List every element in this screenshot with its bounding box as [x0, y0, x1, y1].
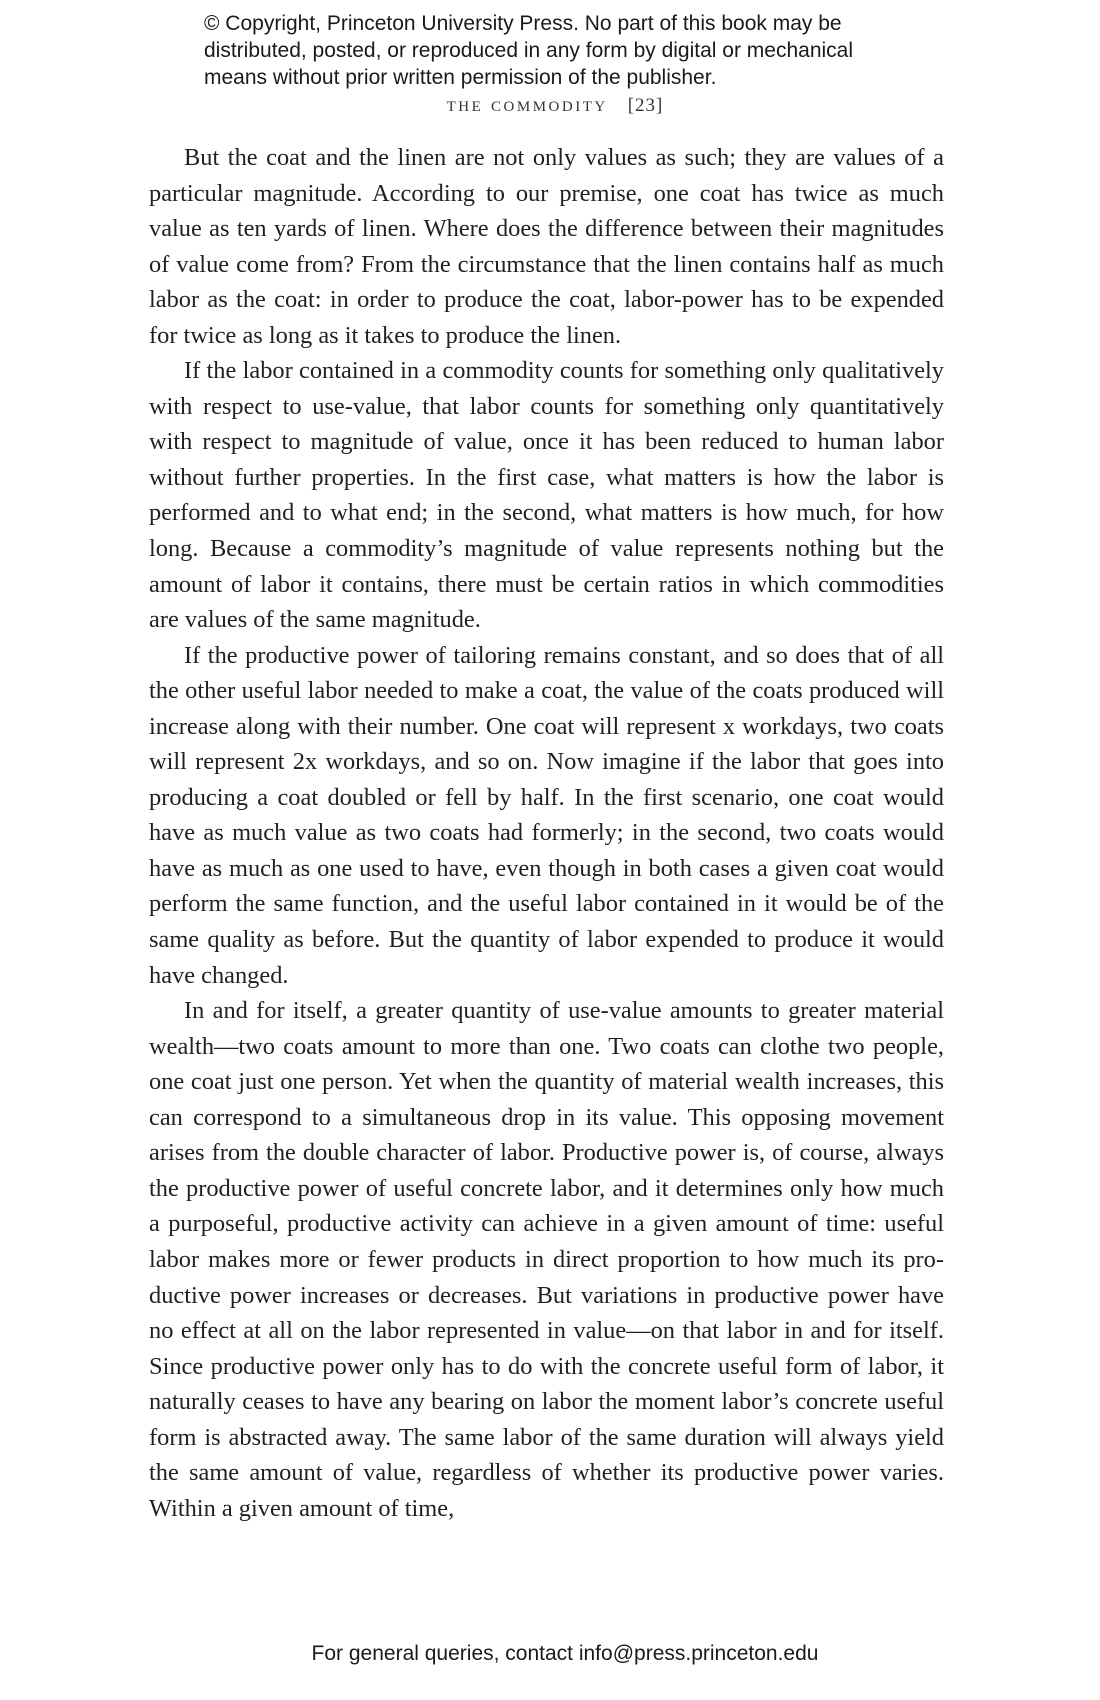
page-number: [23] [627, 95, 664, 116]
running-head [0, 92, 1100, 117]
footer-contact: For general queries, contact info@press.princeton.edu [311, 1642, 819, 1665]
copyright-line-3: means without prior written permission of the publisher. [204, 66, 717, 89]
copyright-line-1: © Copyright, Princeton University Press. No part of this book may be [204, 12, 842, 35]
paragraph-1: But the coat and the linen are not only values as such; they are values of a particular magnitude. According to our premise, one coat has twice as much value as ten yards of linen. Where does the difference between their magnitudes of value come from? From the circumstance that the linen contains half as much labor as the coat: in order to produce the coat, labor-power has to be expended for twice as long as it takes to produce the linen. [149, 144, 944, 349]
copyright-line-2: distributed, posted, or reproduced in any form by digital or mechanical [204, 39, 854, 62]
paragraph-2: If the labor contained in a commodity counts for something only qualitatively with respect to use-value, that labor counts for something only quantitatively with respect to magnitude of value, once it has been reduced to human labor without further properties. In the first case, what matters is how the labor is performed and to what end; in the second, what matters is how much, for how long. Because a commodity’s magnitude of value represents nothing but the amount of labor it contains, there must be certain ratios in which commodities are values of the same magnitude. [149, 357, 944, 634]
paragraph-4: In and for itself, a greater quantity of use-value amounts to greater material wealth—two coats amount to more than one. Two coats can clothe two people, one coat just one person. Yet when the quantity of material wealth increases, this can correspond to a simultaneous drop in its value. This opposing movement arises from the double character of labor. Productive power is, of course, always the productive power of useful concrete labor, and it determines only how much a purposeful, productive activity can achieve in a given amount of time: useful labor makes more or fewer products in direct proportion to how much its productive power increases or decreases. But variations in productive power have no effect at all on the labor represented in value—on that labor in and for itself. Since productive power only has to do with the concrete useful form of labor, it naturally ceases to have any bearing on labor the moment labor’s concrete useful form is abstracted away. The same labor of the same duration will always yield the same amount of value, regardless of whether its productive power varies. Within a given amount of time, [149, 997, 944, 1522]
copyright-notice [204, 10, 924, 91]
running-head-title: the commodity [446, 92, 608, 116]
body-text [149, 140, 944, 1526]
paragraph-3: If the productive power of tailoring remains constant, and so does that of all the other useful labor needed to make a coat, the value of the coats produced will increase along with their number. One coat will represent x workdays, two coats will represent 2x workdays, and so on. Now imagine if the labor that goes into producing a coat doubled or fell by half. In the first scenario, one coat would have as much value as two coats had formerly; in the second, two coats would have as much as one used to have, even though in both cases a given coat would perform the same function, and the useful labor contained in it would be of the same quality as before. But the quantity of labor expended to produce it would have changed. [149, 641, 944, 989]
